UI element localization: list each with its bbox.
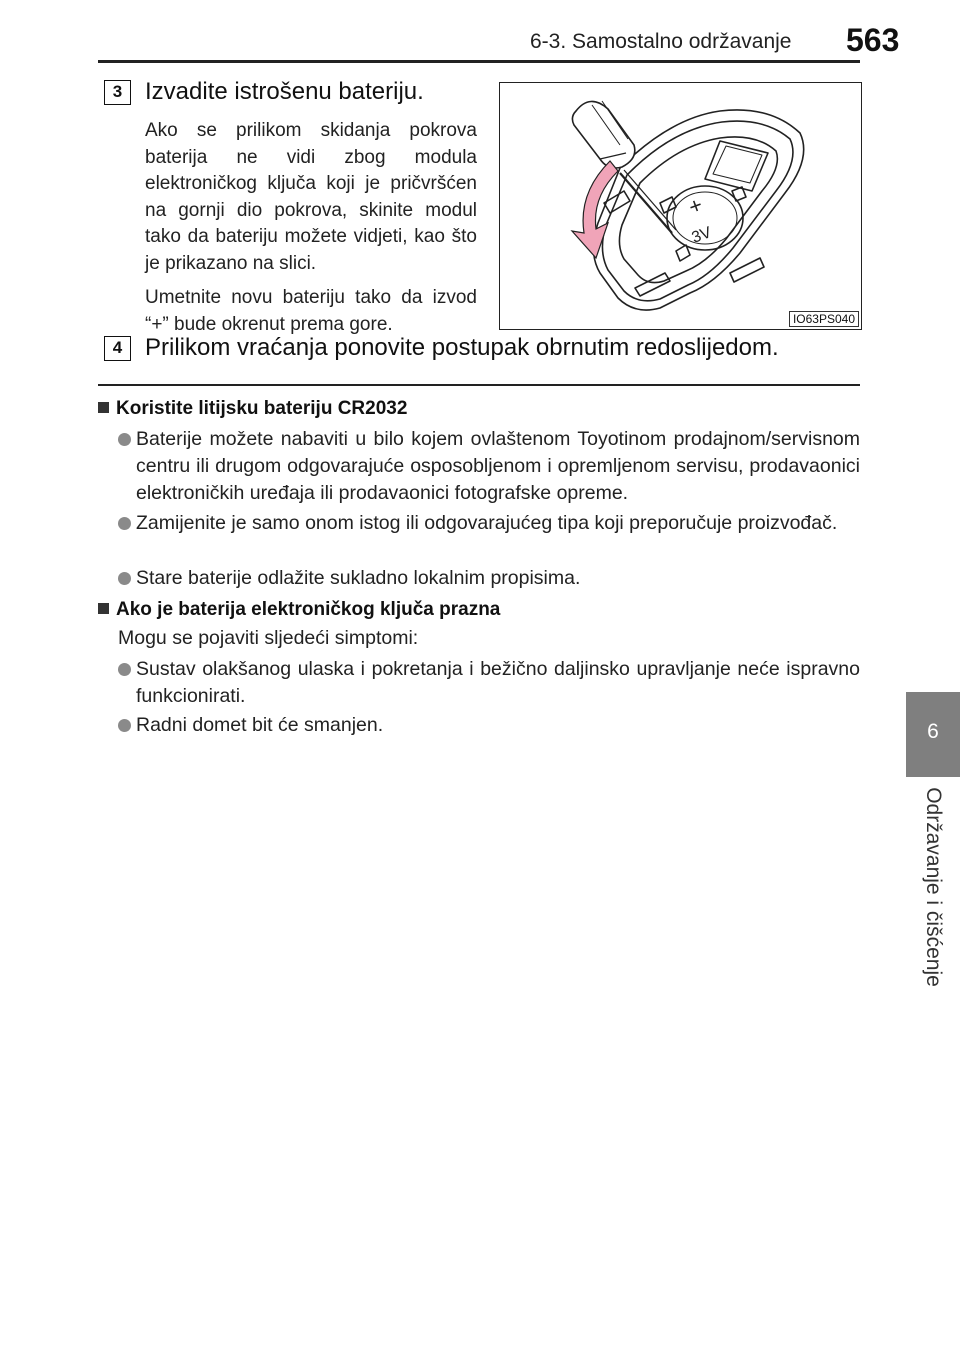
step-3-body	[145, 118, 477, 346]
section-rule	[98, 384, 860, 386]
list-item	[118, 565, 860, 592]
key-battery-drawing	[500, 83, 862, 330]
square-bullet-icon	[98, 402, 109, 413]
bullet-dot-icon	[118, 663, 131, 676]
list-item	[118, 426, 860, 507]
step-4-title: Prilikom vraćanja ponovite postupak obrnutim redoslijedom.	[145, 334, 779, 361]
section-intro: Mogu se pojaviti sljedeći simptomi:	[118, 627, 419, 649]
battery-voltage-marking: 3V	[689, 224, 714, 247]
list-item-text: Stare baterije odlažite sukladno lokalnim propisima.	[136, 567, 581, 589]
bullet-dot-icon	[118, 572, 131, 585]
list-item-text: Baterije možete nabaviti u bilo kojem ovlaštenom Toyotinom prodajnom/servisnom centru ili drugom odgovarajuće osposobljenom i opremljenom servisu, prodavaonici elektroničkih uređaja ili prodavaonici fotografske opreme.	[136, 428, 860, 504]
list-item	[118, 656, 860, 710]
chapter-label: Održavanje i čišćenje	[922, 787, 945, 987]
bullet-dot-icon	[118, 517, 131, 530]
list-item	[118, 510, 860, 537]
bullet-dot-icon	[118, 433, 131, 446]
square-bullet-icon	[98, 603, 109, 614]
list-item	[118, 712, 860, 739]
chapter-number: 6	[927, 720, 939, 743]
step-number-3: 3	[104, 80, 131, 105]
list-item-text: Radni domet bit će smanjen.	[136, 714, 384, 736]
section-heading-text: Ako je baterija elektroničkog ključa prazna	[116, 599, 501, 620]
page-number: 563	[846, 22, 900, 58]
list-item-text: Zamijenite je samo onom istog ili odgovarajućeg tipa koji preporučuje proizvođač.	[136, 512, 838, 534]
chapter-tab	[906, 692, 960, 777]
section-heading-battery-empty	[98, 599, 500, 621]
list-item-text: Sustav olakšanog ulaska i pokretanja i bežično daljinsko upravljanje neće ispravno funkcionirati.	[136, 658, 860, 707]
figure-code: IO63PS040	[789, 311, 859, 327]
section-title: 6-3. Samostalno održavanje	[530, 30, 792, 53]
header-rule	[98, 60, 860, 63]
key-battery-illustration	[499, 82, 862, 330]
step-3-title: Izvadite istrošenu bateriju.	[145, 78, 424, 105]
step-3-paragraph: Umetnite novu bateriju tako da izvod “+” bude okrenut prema gore.	[145, 287, 477, 335]
section-heading-battery-type	[98, 398, 407, 420]
bullet-dot-icon	[118, 719, 131, 732]
section-heading-text: Koristite litijsku bateriju CR2032	[116, 398, 408, 419]
battery-plus-marking: +	[685, 191, 706, 220]
step-number-4: 4	[104, 336, 131, 361]
page-header	[0, 0, 960, 62]
step-3-paragraph: Ako se prilikom skidanja pokrova baterija ne vidi zbog modula elektroničkog ključa koji je pričvršćen na gornji dio pokrova, skinite modul tako da bateriju možete vidjeti, kao što je prikazano na slici.	[145, 120, 477, 274]
